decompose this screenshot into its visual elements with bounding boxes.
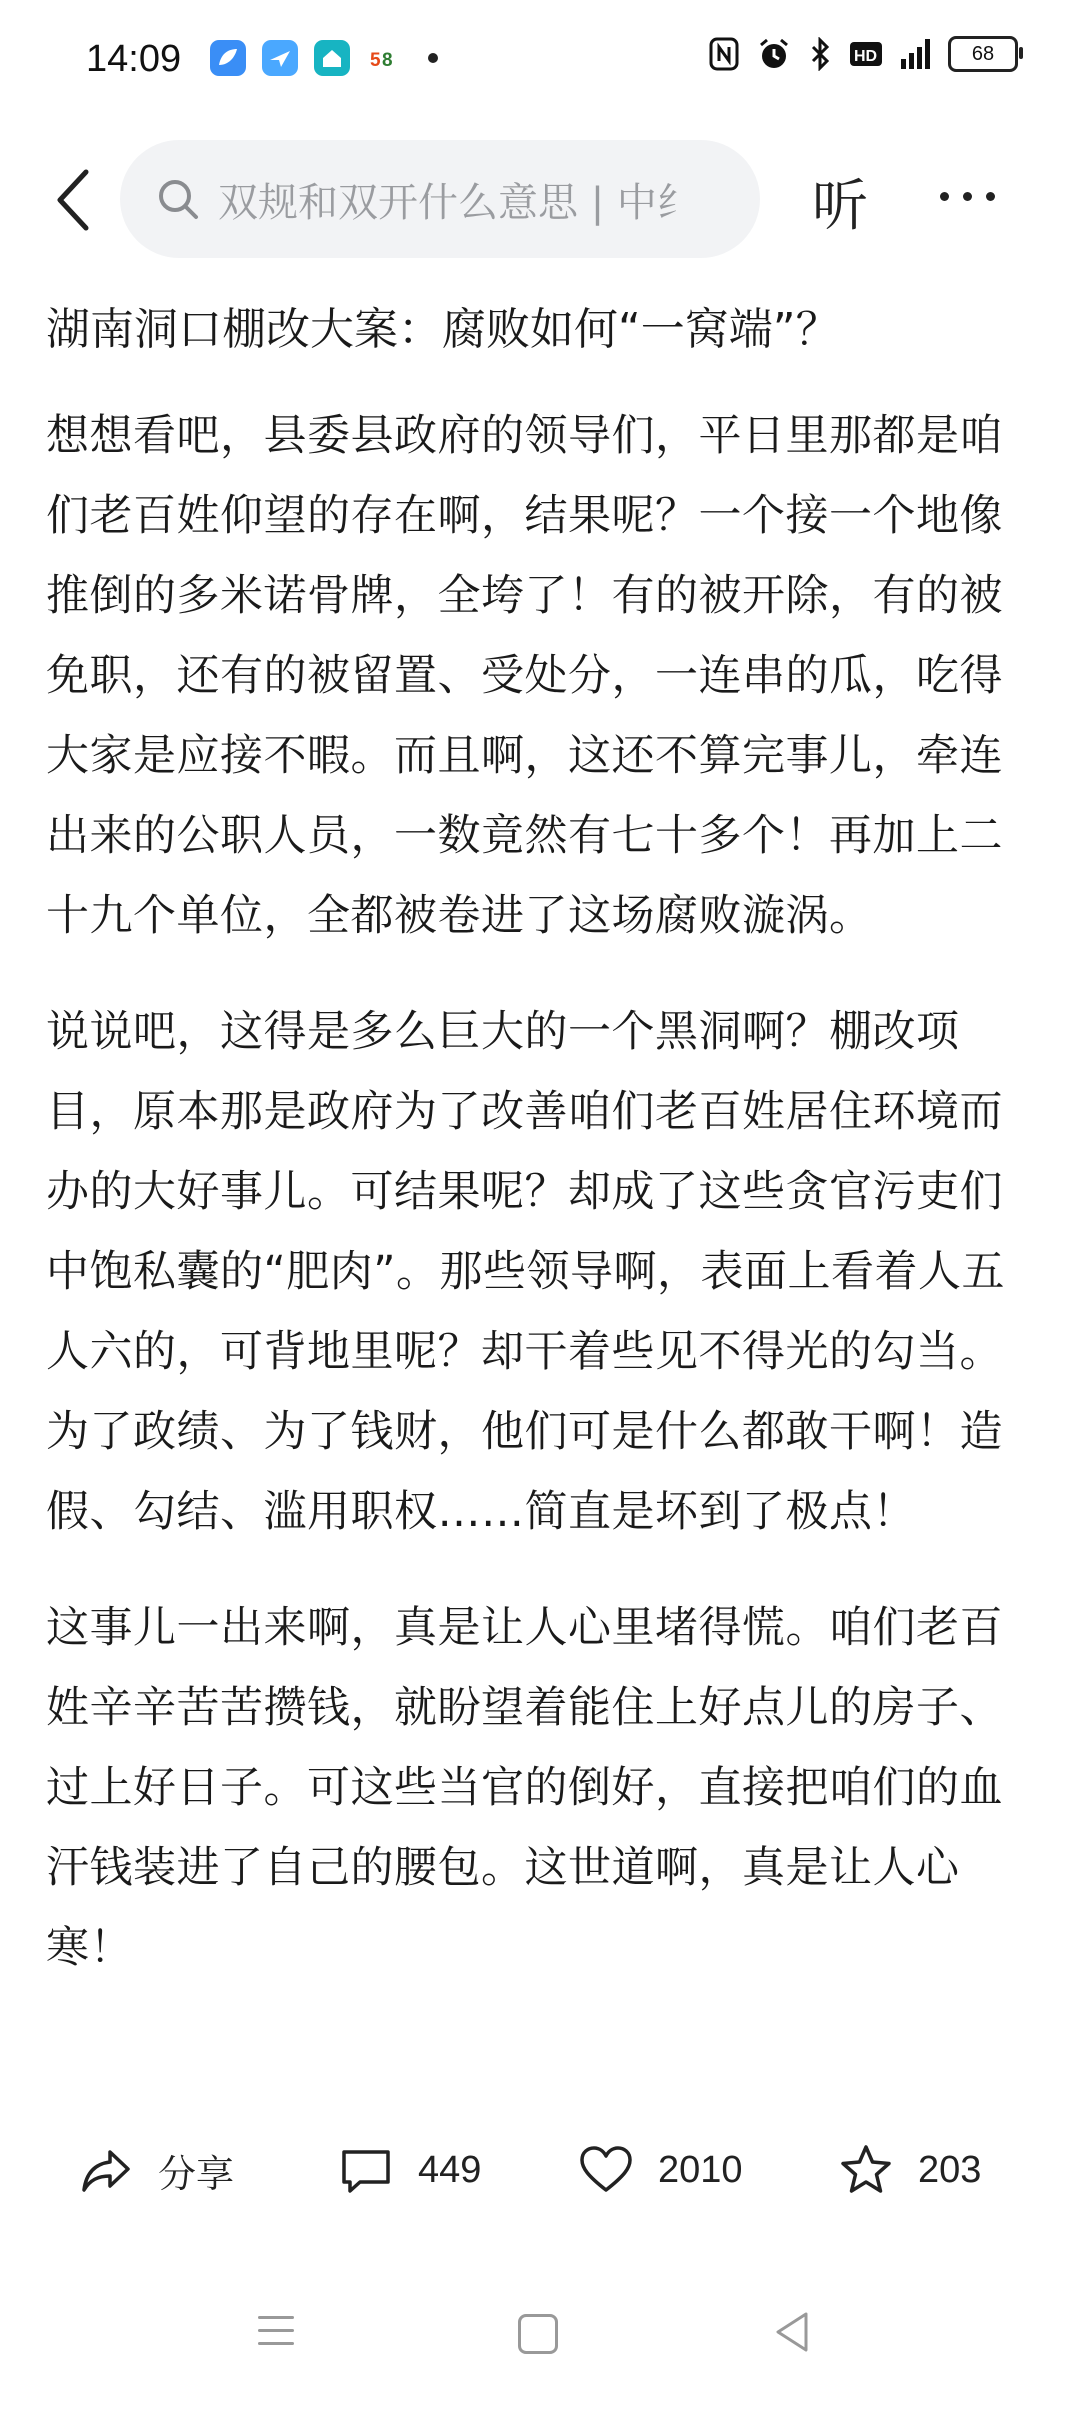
favorite-button[interactable] <box>838 2142 981 2198</box>
article-paragraph: 这事儿一出来啊，真是让人心里堵得慌。咱们老百姓辛辛苦苦攒钱，就盼望着能住上好点儿的房子、过上好日子。可这些当官的倒好，直接把咱们的血汗钱装进了自己的腰包。这世道啊，真是让人心寒！ <box>46 1603 1003 1973</box>
home-button-icon[interactable] <box>518 2314 558 2354</box>
recent-apps-icon[interactable] <box>258 2316 294 2355</box>
article-paragraph: 想想看吧，县委县政府的领导们，平日里那都是咱们老百姓仰望的存在啊，结果呢？一个接一个地像推倒的多米诺骨牌，全垮了！有的被开除，有的被免职，还有的被留置、受处分，一连串的瓜，吃得大家是应接不暇。而且啊，这还不算完事儿，牵连出来的公职人员，一数竟然有七十多个！再加上二十九个单位，全都被卷进了这场腐败漩涡。 <box>46 411 1003 941</box>
search-input[interactable] <box>120 140 760 258</box>
content-fade <box>0 2010 1080 2100</box>
more-options-icon[interactable] <box>940 192 995 201</box>
search-placeholder: 双规和双开什么意思 | 中纟 <box>218 179 697 226</box>
more-notifications-dot <box>428 53 438 63</box>
bluetooth-icon <box>809 37 831 71</box>
nav-back-icon[interactable] <box>772 2310 812 2354</box>
comment-button[interactable] <box>338 2142 481 2198</box>
article-title: 湖南洞口棚改大案：腐败如何“一窝端”？ <box>46 304 840 355</box>
svg-text:HD: HD <box>854 48 878 65</box>
share-button[interactable] <box>78 2142 234 2198</box>
status-bar <box>0 0 1080 120</box>
nfc-icon <box>709 37 739 71</box>
flight-icon <box>262 40 298 76</box>
battery-icon: 68 <box>948 36 1018 72</box>
alarm-icon <box>757 37 791 71</box>
browser-icon <box>210 40 246 76</box>
article-body <box>46 300 1036 2090</box>
58-icon <box>366 40 402 76</box>
comment-icon <box>338 2142 394 2198</box>
svg-text:8: 8 <box>382 50 393 71</box>
search-icon <box>156 177 200 221</box>
home-icon <box>314 40 350 76</box>
star-icon <box>838 2142 894 2198</box>
like-button[interactable] <box>578 2142 743 2198</box>
share-icon <box>78 2142 134 2198</box>
share-label: 分享 <box>158 2153 235 2196</box>
listen-button[interactable]: 听 <box>812 174 868 239</box>
favorite-count: 203 <box>918 2148 982 2191</box>
heart-icon <box>578 2142 634 2198</box>
svg-text:5: 5 <box>370 50 381 71</box>
notification-app-icons <box>210 40 438 76</box>
comment-count: 449 <box>418 2148 482 2191</box>
back-icon[interactable] <box>46 160 106 240</box>
system-navigation-bar <box>0 2240 1080 2412</box>
article-action-bar <box>0 2100 1080 2230</box>
like-count: 2010 <box>658 2148 743 2191</box>
article-paragraph: 说说吧，这得是多么巨大的一个黑洞啊？棚改项目，原本那是政府为了改善咱们老百姓居住环境而办的大好事儿。可结果呢？却成了这些贪官污吏们中饱私囊的“肥肉”。那些领导啊，表面上看着人五人六的，可背地里呢？却干着些见不得光的勾当。为了政绩、为了钱财，他们可是什么都敢干啊！造假、勾结、滥用职权……简直是坏到了极点！ <box>46 1007 1006 1537</box>
system-indicators <box>709 36 1018 72</box>
5g-signal-icon <box>901 39 930 69</box>
hd-icon <box>849 39 883 69</box>
top-bar <box>0 132 1080 262</box>
status-time: 14:09 <box>86 38 182 80</box>
